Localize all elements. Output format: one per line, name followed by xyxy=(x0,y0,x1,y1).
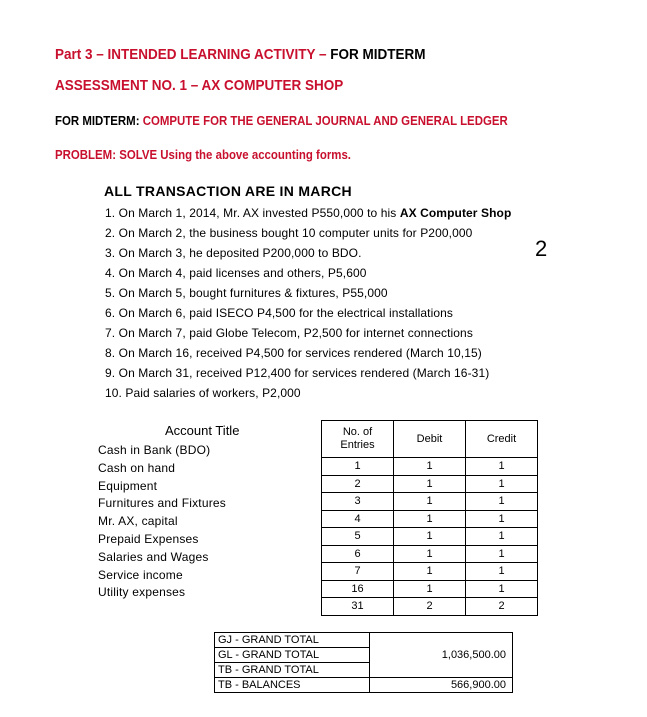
grand-total-value: 1,036,500.00 xyxy=(370,633,513,678)
page-number: 2 xyxy=(535,236,548,261)
col-header-entries: No. of Entries xyxy=(322,421,394,458)
table-row xyxy=(322,493,538,511)
table-row xyxy=(322,475,538,493)
debit-cell: 1 xyxy=(394,580,466,598)
debit-cell: 1 xyxy=(394,475,466,493)
gl-grand-total-label: GL - GRAND TOTAL xyxy=(215,648,370,663)
account-item: Salaries and Wages xyxy=(98,549,209,564)
credit-cell: 1 xyxy=(466,528,538,546)
debit-cell: 1 xyxy=(394,563,466,581)
credit-cell: 1 xyxy=(466,510,538,528)
account-item: Prepaid Expenses xyxy=(98,532,199,546)
transaction-item xyxy=(105,226,472,240)
transaction-text: 1. On March 1, 2014, Mr. AX invested P550,000 to his xyxy=(105,206,400,220)
transaction-item xyxy=(105,286,388,300)
entries-cell: 7 xyxy=(322,563,394,581)
transaction-text: 2. On March 2, the business bought 10 computer units for P200,000 xyxy=(105,226,473,240)
transaction-text: 5. On March 5, bought furnitures & fixtures, P55,000 xyxy=(105,286,388,300)
credit-cell: 2 xyxy=(466,598,538,616)
table-row xyxy=(322,580,538,598)
transaction-item xyxy=(105,206,511,220)
entries-cell: 31 xyxy=(322,598,394,616)
transaction-bold-text: AX Computer Shop xyxy=(399,206,512,220)
entries-cell: 5 xyxy=(322,528,394,546)
entries-cell: 1 xyxy=(322,458,394,476)
midterm-instruction-text: COMPUTE FOR THE GENERAL JOURNAL AND GENERAL LEDGER xyxy=(142,113,508,128)
entries-cell: 2 xyxy=(322,475,394,493)
account-item: Utility expenses xyxy=(98,585,186,600)
debit-cell: 1 xyxy=(394,493,466,511)
col-header-credit: Credit xyxy=(466,421,538,458)
account-item: Equipment xyxy=(98,478,158,493)
transaction-item xyxy=(105,306,453,320)
totals-table xyxy=(214,632,513,693)
transaction-text: 9. On March 31, received P12,400 for services rendered (March 16-31) xyxy=(105,366,490,380)
transaction-text: 10. Paid salaries of workers, P2,000 xyxy=(105,386,301,400)
transaction-item xyxy=(105,386,301,400)
debit-cell: 1 xyxy=(394,545,466,563)
credit-cell: 1 xyxy=(466,458,538,476)
credit-cell: 1 xyxy=(466,545,538,563)
transaction-text: 6. On March 6, paid ISECO P4,500 for the electrical installations xyxy=(105,306,454,320)
tb-balances-label: TB - BALANCES xyxy=(215,678,370,693)
transaction-item xyxy=(105,326,473,340)
account-item: Service income xyxy=(98,567,183,582)
assessment-heading: ASSESSMENT NO. 1 – AX COMPUTER SHOP xyxy=(55,77,344,94)
transaction-item xyxy=(105,346,482,360)
entries-cell: 3 xyxy=(322,493,394,511)
transaction-item xyxy=(105,246,362,260)
part-heading xyxy=(55,46,426,63)
transaction-text: 3. On March 3, he deposited P200,000 to BDO. xyxy=(105,246,362,260)
account-item: Cash on hand xyxy=(98,460,176,475)
account-item: Furnitures and Fixtures xyxy=(98,496,226,511)
transaction-text: 8. On March 16, received P4,500 for services rendered (March 10,15) xyxy=(105,346,482,360)
table-row xyxy=(322,458,538,476)
credit-cell: 1 xyxy=(466,493,538,511)
credit-cell: 1 xyxy=(466,475,538,493)
gj-grand-total-label: GJ - GRAND TOTAL xyxy=(215,633,370,648)
table-row xyxy=(322,563,538,581)
debit-cell: 1 xyxy=(394,510,466,528)
balance-value: 566,900.00 xyxy=(370,678,513,693)
transaction-text: 4. On March 4, paid licenses and others, P5,600 xyxy=(105,266,367,280)
table-row xyxy=(322,510,538,528)
debit-cell: 1 xyxy=(394,458,466,476)
table-row xyxy=(322,598,538,616)
account-title-heading: Account Title xyxy=(165,423,240,438)
transactions-heading: ALL TRANSACTION ARE IN MARCH xyxy=(104,183,352,199)
entries-cell: 4 xyxy=(322,510,394,528)
part-heading-black: FOR MIDTERM xyxy=(326,46,426,63)
entries-cell: 6 xyxy=(322,545,394,563)
account-item: Mr. AX, capital xyxy=(98,514,178,529)
problem-statement: PROBLEM: SOLVE Using the above accounting forms. xyxy=(55,147,351,162)
credit-cell: 1 xyxy=(466,580,538,598)
account-item: Cash in Bank (BDO) xyxy=(98,443,211,457)
credit-cell: 1 xyxy=(466,563,538,581)
entries-cell: 16 xyxy=(322,580,394,598)
midterm-instruction xyxy=(55,113,508,128)
entries-table xyxy=(321,420,538,616)
debit-cell: 1 xyxy=(394,528,466,546)
col-header-debit: Debit xyxy=(394,421,466,458)
table-row xyxy=(322,545,538,563)
midterm-instruction-label: FOR MIDTERM: xyxy=(55,113,143,128)
table-row xyxy=(322,528,538,546)
transaction-text: 7. On March 7, paid Globe Telecom, P2,500 for internet connections xyxy=(105,326,473,340)
tb-grand-total-label: TB - GRAND TOTAL xyxy=(215,663,370,678)
debit-cell: 2 xyxy=(394,598,466,616)
transaction-item xyxy=(105,366,489,380)
part-heading-red: Part 3 – INTENDED LEARNING ACTIVITY – xyxy=(55,46,327,63)
transaction-item xyxy=(105,266,367,280)
